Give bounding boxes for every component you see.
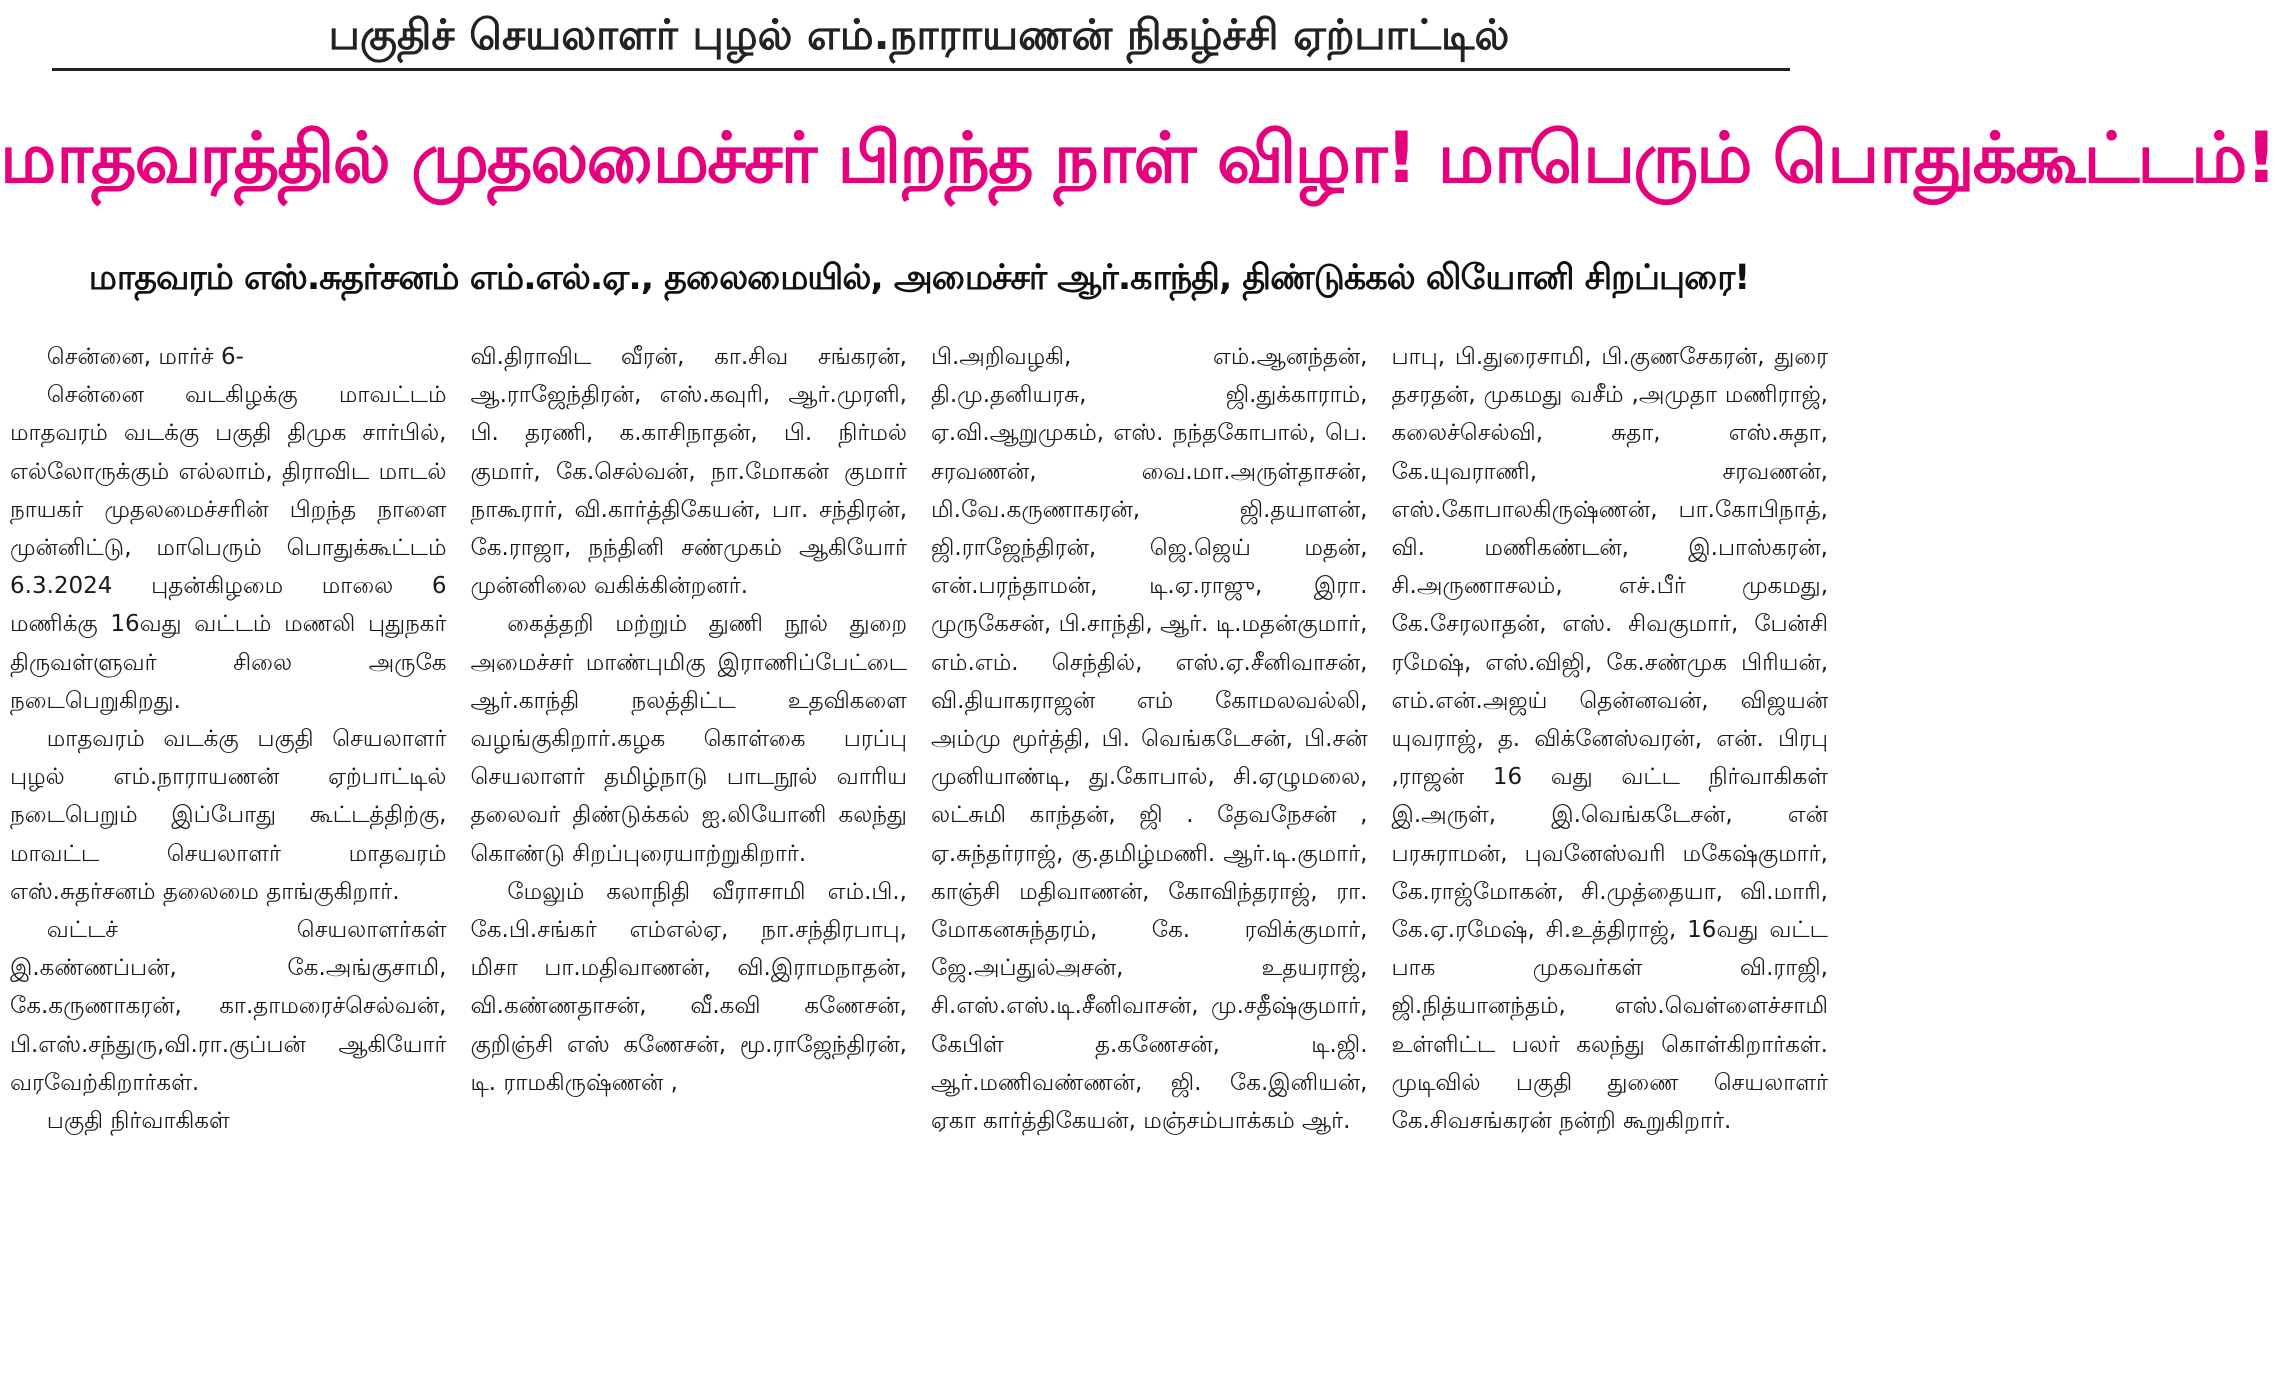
- article-column-3: [931, 338, 1368, 1390]
- article-paragraph: மாதவரம் வடக்கு பகுதி செயலாளர் புழல் எம்.நாராயணன் ஏற்பாட்டில் நடைபெறும் இப்போது கூட்டத்திற்கு, மாவட்ட செயலாளர் மாதவரம் எஸ்.சுதர்சனம் தலைமை தாங்குகிறார்.: [10, 726, 447, 905]
- subheadline: மாதவரம் எஸ்.சுதர்சனம் எம்.எல்.ஏ., தலைமையில், அமைச்சர் ஆர்.காந்தி, திண்டுக்கல் லியோனி சிறப்புரை!: [88, 258, 1750, 298]
- article-paragraph: மேலும் கலாநிதி வீராசாமி எம்.பி., கே.பி.சங்கர் எம்எல்ஏ, நா.சந்திரபாபு, மிசா பா.மதிவாணன், வி.இராமநாதன், வி.கண்ணதாசன், வீ.கவி கணேசன், குறிஞ்சி எஸ் கணேசன், மூ.ராஜேந்திரன், டி. ராமகிருஷ்ணன் ,: [470, 878, 907, 1096]
- article-column-1: [10, 338, 447, 1390]
- article-paragraph: வி.திராவிட வீரன், கா.சிவ சங்கரன், ஆ.ராஜேந்திரன், எஸ்.கவுரி, ஆர்.முரளி, பி. தரணி, க.காசிநாதன், பி. நிர்மல் குமார், கே.செல்வன், நா.மோகன் குமார் நாகூரார், வி.கார்த்திகேயன், பா. சந்திரன், கே.ராஜா, நந்தினி சண்முகம் ஆகியோர் முன்னிலை வகிக்கின்றனர்.: [470, 344, 907, 600]
- article-paragraph: பாபு, பி.துரைசாமி, பி.குணசேகரன், துரை தசரதன், முகமது வசீம் ,அமுதா மணிராஜ், கலைச்செல்வி, சுதா, எஸ்.சுதா, கே.யுவராணி, சரவணன், எஸ்.கோபாலகிருஷ்ணன், பா.கோபிநாத், வி. மணிகண்டன், இ.பாஸ்கரன், சி.அருணாசலம், எச்.பீர் முகமது, கே.சேரலாதன், எஸ். சிவகுமார், பேன்சி ரமேஷ், எஸ்.விஜி, கே.சண்முக பிரியன், எம்.என்.அஜய் தென்னவன், விஜயன் யுவராஜ், த. விக்னேஸ்வரன், என். பிரபு ,ராஜன் 16 வது வட்ட நிர்வாகிகள் இ.அருள், இ.வெங்கடேசன், என் பரசுராமன், புவனேஸ்வரி மகேஷ்குமார், கே.ராஜ்மோகன், சி.முத்தையா, வி.மாரி, கே.ஏ.ரமேஷ், சி.உத்திராஜ், 16வது வட்ட பாக முகவர்கள் வி.ராஜி, ஜி.நித்யானந்தம், எஸ்.வெள்ளைச்சாமி உள்ளிட்ட பலர் கலந்து கொள்கிறார்கள். முடிவில் பகுதி துணை செயலாளர் கே.சிவசங்கரன் நன்றி கூறுகிறார்.: [1391, 344, 1828, 1135]
- article-paragraph: சென்னை வடகிழக்கு மாவட்டம் மாதவரம் வடக்கு பகுதி திமுக சார்பில், எல்லோருக்கும் எல்லாம், திராவிட மாடல் நாயகர் முதலமைச்சரின் பிறந்த நாளை முன்னிட்டு, மாபெரும் பொதுக்கூட்டம் 6.3.2024 புதன்கிழமை மாலை 6 மணிக்கு 16வது வட்டம் மணலி புதுநகர் திருவள்ளுவர் சிலை அருகே நடைபெறுகிறது.: [10, 382, 447, 714]
- article-paragraph: வட்டச் செயலாளர்கள் இ.கண்ணப்பன், கே.அங்குசாமி, கே.கருணாகரன், கா.தாமரைச்செல்வன், பி.எஸ்.சந்துரு,வி.ரா.குப்பன் ஆகியோர் வரவேற்கிறார்கள்.: [10, 917, 447, 1096]
- article-paragraph: பகுதி நிர்வாகிகள்: [46, 1108, 230, 1135]
- article-body: [10, 338, 1828, 1390]
- article-column-2: [471, 338, 908, 1390]
- article-paragraph: கைத்தறி மற்றும் துணி நூல் துறை அமைச்சர் மாண்புமிகு இராணிப்பேட்டை ஆர்.காந்தி நலத்திட்ட உதவிகளை வழங்குகிறார்.கழக கொள்கை பரப்பு செயலாளர் தமிழ்நாடு பாடநூல் வாரிய தலைவர் திண்டுக்கல் ஐ.லியோனி கலந்து கொண்டு சிறப்புரையாற்றுகிறார்.: [470, 611, 907, 867]
- headline: மாதவரத்தில் முதலமைச்சர் பிறந்த நாள் விழா! மாபெரும் பொதுக்கூட்டம்!: [0, 117, 2275, 199]
- kicker-underline: [52, 68, 1790, 71]
- kicker-line: பகுதிச் செயலாளர் புழல் எம்.நாராயணன் நிகழ்ச்சி ஏற்பாட்டில்: [328, 10, 1510, 59]
- article-column-4: [1392, 338, 1829, 1390]
- article-dateline: சென்னை, மார்ச் 6-: [46, 344, 244, 370]
- article-paragraph: பி.அறிவழகி, எம்.ஆனந்தன், தி.மு.தனியரசு, ஜி.துக்காராம், ஏ.வி.ஆறுமுகம், எஸ். நந்தகோபால், பெ. சரவணன், வை.மா.அருள்தாசன், மி.வே.கருணாகரன், ஜி.தயாளன், ஜி.ராஜேந்திரன், ஜெ.ஜெய் மதன், என்.பரந்தாமன், டி.ஏ.ராஜு, இரா. முருகேசன், பி.சாந்தி, ஆர். டி.மதன்குமார், எம்.எம். செந்தில், எஸ்.ஏ.சீனிவாசன், வி.தியாகராஜன் எம் கோமலவல்லி, அம்மு மூர்த்தி, பி. வெங்கடேசன், பி.சன் முனியாண்டி, து.கோபால், சி.ஏழுமலை, லட்சுமி காந்தன், ஜி . தேவநேசன் , ஏ.சுந்தர்ராஜ், கு.தமிழ்மணி. ஆர்.டி.குமார், காஞ்சி மதிவாணன், கோவிந்தராஜ், ரா. மோகனசுந்தரம், கே. ரவிக்குமார், ஜே.அப்துல்அசன், உதயராஜ், சி.எஸ்.எஸ்.டி.சீனிவாசன், மு.சதீஷ்குமார், கேபிள் த.கணேசன், டி.ஜி. ஆர்.மணிவண்ணன், ஜி. கே.இனியன், ஏகா கார்த்திகேயன், மஞ்சம்பாக்கம் ஆர்.: [931, 344, 1368, 1135]
